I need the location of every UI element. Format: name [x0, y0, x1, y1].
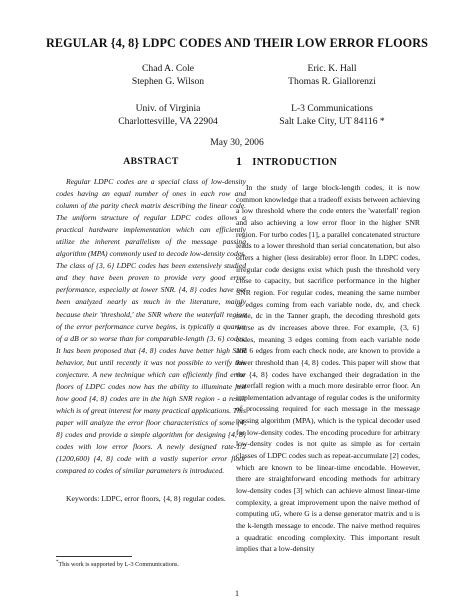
paper-title: REGULAR {4, 8} LDPC CODES AND THEIR LOW ERROR FLOORS — [45, 36, 429, 50]
introduction-paragraph: In the study of large block-length codes, it is now common knowledge that a tradeoff exists between achieving a low threshold where the code enters the 'waterfall' region and also achieving a low error floor in the higher SNR region. For turbo codes [1], a parallel concatenated structure leads to a lower threshold than serial concatenation, but also offers a higher (less desirable) error floor. In LDPC codes, irregular code designs exist which push the threshold very close to capacity, but sacrifice performance in the higher SNR region. For regular codes, meaning the same number of edges coming from each variable node, dv, and check node, dc in the Tanner graph, the decoding threshold gets worse as dv increases above three. For example, {3, 6} codes, meaning 3 edges coming from each variable node and 6 edges from each check node, are known to provide a lower threshold than {4, 8} codes. This paper will show that the {4, 8} codes have exchanged their degradation in the waterfall region with a much more desirable error floor. An implementation advantage of regular codes is the uniformity of processing required for each message in the message passing algorithm (MPA), which is the typical decoder used for low-density codes. The encoding procedure for arbitrary low-density codes is not quite as simple as for certain classes of LDPC codes such as repeat-accumulate [2] codes, which are known to be linear-time encodable. However, there are straightforward encoding methods for arbitrary low-density codes [3] which can achieve almost linear-time complexity, a great improvement upon the naive method of computing uG, where G is a dense generator matrix and u is the k-length message to encode. The naive method requires a quadratic encoding complexity. This important result implies that a low-density — [236, 183, 420, 554]
introduction-text — [236, 182, 420, 555]
author-name: Chad A. Cole — [142, 63, 194, 74]
author-block-right — [232, 62, 432, 128]
page-number: 1 — [235, 589, 239, 598]
section-number: 1 — [236, 154, 243, 168]
affiliation-line: Salt Lake City, UT 84116 * — [279, 116, 385, 127]
paper-date: May 30, 2006 — [210, 137, 264, 148]
footnote-rule — [56, 556, 132, 557]
author-name: Thomas R. Giallorenzi — [288, 76, 376, 87]
keywords — [56, 493, 246, 505]
footnote — [56, 560, 246, 568]
abstract-text — [56, 176, 246, 477]
affiliation-line: Univ. of Virginia — [135, 103, 201, 114]
section-heading-introduction — [236, 154, 436, 169]
author-name: Stephen G. Wilson — [131, 76, 205, 87]
keywords-text: Keywords: LDPC, error floors, {4, 8} regular codes. — [66, 494, 226, 503]
author-name: Eric. K. Hall — [307, 63, 357, 74]
footnote-mark: * — [56, 560, 59, 565]
abstract-heading: ABSTRACT — [123, 156, 179, 167]
affiliation-line: L-3 Communications — [291, 103, 373, 114]
section-title: INTRODUCTION — [252, 157, 338, 168]
footnote-text: This work is supported by L-3 Communications. — [58, 561, 179, 569]
abstract-paragraph: Regular LDPC codes are a special class of low-density codes having an equal number of ones in each row and column of the parity check matrix describing the linear code. The uniform structure of regular LDPC codes allows a practical hardware implementation which can efficiently utilize the inherent parallelism of the message passing algorithm (MPA) commonly used to decode low-density codes. The class of {3, 6} LDPC codes has been extensively studied and they have been proven to provide very good error performance, especially at lower SNR. {4, 8} codes have not been analyzed nearly as much in the literature, mainly because their 'threshold,' the SNR where the waterfall region of the error performance curve begins, is typically a quarter of a dB or so worse than for comparable-length {3, 6} codes. It has been proposed that {4, 8} codes have better high SNR behavior, but until recently it was not possible to verify this conjecture. A new technique which can efficiently find error floors of LDPC codes now has the ability to illuminate just how good {4, 8} codes are in the high SNR region - a result which is of great interest for many practical applications. This paper will analyze the error floor characteristics of some {4, 8} codes and provide a simple algorithm for designing {4, 8} codes with low error floors. A newly designed rate-1/2 (1200,600) {4, 8} code with a vastly superior error floor compared to codes of similar parameters is introduced. — [56, 177, 246, 476]
affiliation-line: Charlottesville, VA 22904 — [118, 116, 218, 127]
